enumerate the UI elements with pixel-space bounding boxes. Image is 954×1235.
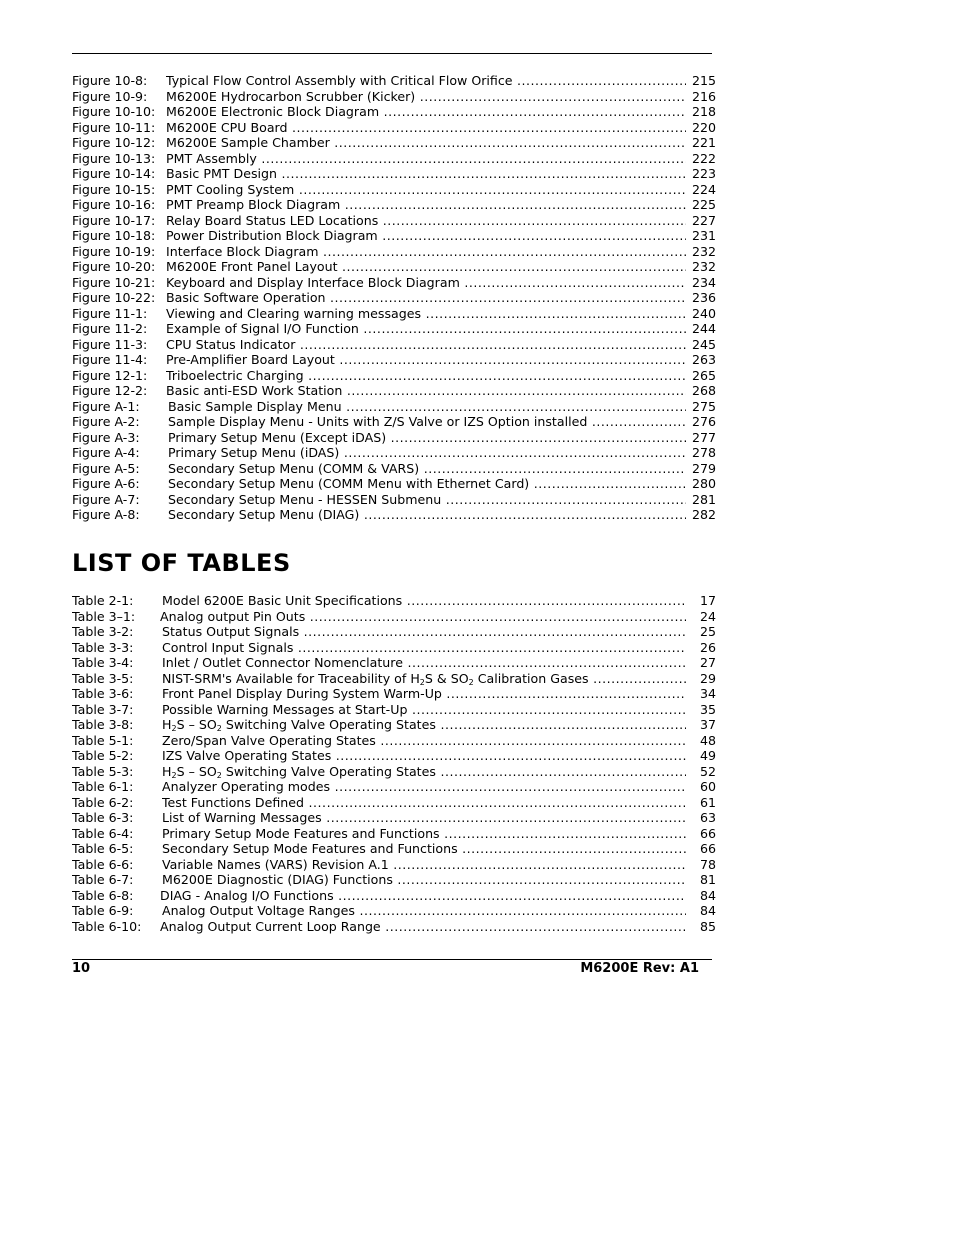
entry-title — [162, 810, 686, 826]
entry-label: Figure A-7: — [72, 491, 140, 507]
entry-title — [166, 228, 686, 244]
table-entry[interactable] — [72, 655, 716, 671]
title-text: Possible Warning Messages at Start-Up — [162, 701, 408, 717]
figure-entry[interactable] — [72, 120, 716, 136]
title-part: Calibration Gases — [473, 670, 589, 686]
figure-entry[interactable] — [72, 197, 716, 213]
entry-label: Table 5-1: — [72, 732, 134, 748]
entry-label: Table 3-7: — [72, 701, 134, 717]
entry-title — [162, 779, 686, 795]
entry-page-number: 232 — [689, 259, 716, 275]
title-part: Switching Valve Operating States — [221, 763, 436, 779]
title-part: S – SO — [176, 717, 217, 732]
title-text: M6200E Sample Chamber — [166, 135, 330, 150]
figure-entry[interactable] — [72, 182, 716, 198]
header-rule — [72, 53, 712, 54]
entry-page-number: 218 — [689, 104, 716, 120]
entry-label: Table 3-3: — [72, 639, 134, 655]
entry-label: Table 6-10: — [72, 918, 142, 934]
entry-title — [166, 244, 686, 260]
entry-page-number: 84 — [697, 888, 716, 904]
title-text: PMT Cooling System — [166, 181, 295, 197]
entry-label: Table 6-8: — [72, 887, 134, 903]
entry-title — [166, 89, 686, 105]
entry-title — [162, 748, 686, 764]
entry-page-number: 276 — [689, 414, 716, 430]
entry-page-number: 280 — [689, 476, 716, 492]
figure-entry[interactable] — [72, 383, 716, 399]
entry-label: Table 3-2: — [72, 624, 134, 639]
table-entry[interactable] — [72, 748, 716, 764]
entry-label: Table 5-2: — [72, 748, 134, 763]
entry-page-number: 224 — [689, 182, 716, 198]
entry-title — [162, 841, 686, 857]
figure-entry[interactable] — [72, 445, 716, 461]
entry-page-number: 52 — [697, 764, 716, 780]
title-text: Primary Setup Menu (Except iDAS) — [168, 429, 387, 445]
title-text: Test Functions Defined — [162, 794, 305, 810]
title-text: Analog Output Current Loop Range — [160, 918, 381, 934]
entry-page-number: 85 — [697, 919, 716, 935]
entry-label: Figure 10-22: — [72, 290, 156, 305]
entry-page-number: 236 — [689, 290, 716, 306]
title-text: M6200E Diagnostic (DIAG) Functions — [162, 872, 393, 887]
entry-title — [166, 259, 686, 275]
entry-title — [166, 337, 686, 353]
entry-title — [166, 73, 686, 89]
figure-entry[interactable] — [72, 228, 716, 244]
entry-page-number: 35 — [697, 702, 716, 718]
table-entry[interactable] — [72, 609, 716, 625]
entry-page-number: 60 — [697, 779, 716, 795]
entry-page-number: 221 — [689, 135, 716, 151]
title-text: Model 6200E Basic Unit Specifications — [162, 593, 403, 608]
entry-title — [166, 275, 686, 291]
table-entry[interactable] — [72, 857, 716, 873]
figure-entry[interactable] — [72, 430, 716, 446]
subscript: 2 — [216, 770, 222, 779]
title-text: PMT Preamp Block Diagram — [166, 197, 341, 212]
table-entry[interactable] — [72, 841, 716, 857]
title-text: Status Output Signals — [162, 624, 300, 639]
title-text: Power Distribution Block Diagram — [166, 228, 378, 243]
figure-entry[interactable] — [72, 213, 716, 229]
entry-title — [162, 624, 686, 640]
entry-title — [168, 507, 686, 523]
list-of-tables-heading: LIST OF TABLES — [72, 549, 291, 577]
entry-page-number: 279 — [689, 461, 716, 477]
entry-title — [166, 368, 686, 384]
figure-entry[interactable] — [72, 337, 716, 353]
entry-title — [162, 903, 686, 919]
entry-page-number: 263 — [689, 352, 716, 368]
title-text: Example of Signal I/O Function — [166, 321, 359, 336]
title-part: S – SO — [176, 763, 217, 779]
table-entry[interactable] — [72, 686, 716, 702]
title-text: Front Panel Display During System Warm-Up — [162, 686, 442, 701]
title-text: Secondary Setup Menu - HESSEN Submenu — [168, 491, 442, 507]
title-text: Sample Display Menu - Units with Z/S Valve or IZS Option installed — [168, 414, 588, 429]
entry-page-number: 244 — [689, 321, 716, 337]
entry-page-number: 25 — [697, 624, 716, 640]
figure-entry[interactable] — [72, 352, 716, 368]
title-part: S & SO — [424, 670, 469, 686]
entry-label: Figure 11-4: — [72, 352, 148, 367]
entry-title — [166, 290, 686, 306]
table-entry[interactable] — [72, 810, 716, 826]
table-entry[interactable] — [72, 624, 716, 640]
title-text: Keyboard and Display Interface Block Diagram — [166, 274, 460, 290]
entry-title — [162, 702, 686, 718]
entry-page-number: 81 — [697, 872, 716, 888]
entry-title — [162, 764, 686, 780]
subscript: 2 — [419, 677, 425, 686]
entry-title — [162, 655, 686, 671]
entry-label: Figure A-3: — [72, 429, 140, 445]
entry-page-number: 49 — [697, 748, 716, 764]
entry-label: Table 3-4: — [72, 655, 134, 670]
entry-title — [162, 872, 686, 888]
entry-title — [166, 120, 686, 136]
entry-title — [168, 492, 686, 508]
entry-label: Figure 10-16: — [72, 197, 156, 212]
entry-page-number: 63 — [697, 810, 716, 826]
entry-title — [166, 197, 686, 213]
footer-page-number: 10 — [72, 961, 91, 976]
entry-title — [166, 182, 686, 198]
footer-rule — [72, 959, 712, 960]
entry-label: Figure A-6: — [72, 476, 140, 491]
table-entry[interactable] — [72, 764, 716, 780]
figure-entry[interactable] — [72, 414, 716, 430]
title-text: Control Input Signals — [162, 639, 294, 655]
entry-title — [166, 166, 686, 182]
entry-title — [162, 733, 686, 749]
figure-entry[interactable] — [72, 399, 716, 415]
entry-label: Table 6-2: — [72, 794, 134, 810]
title-text: M6200E Electronic Block Diagram — [166, 104, 380, 119]
entry-label: Figure 10-15: — [72, 181, 156, 197]
entry-title — [166, 383, 686, 399]
entry-title — [162, 593, 686, 609]
entry-label: Figure 10-17: — [72, 212, 156, 228]
entry-label: Figure 10-8: — [72, 73, 148, 88]
entry-title — [160, 919, 686, 935]
entry-label: Figure 12-2: — [72, 383, 148, 398]
figure-entry[interactable] — [72, 166, 716, 182]
entry-label: Figure 11-2: — [72, 321, 148, 336]
list-of-figures — [72, 73, 716, 523]
entry-title — [166, 306, 686, 322]
figure-entry[interactable] — [72, 275, 716, 291]
entry-page-number: 245 — [689, 337, 716, 353]
title-text: Analog output Pin Outs — [160, 608, 306, 624]
entry-label: Figure A-1: — [72, 398, 140, 414]
entry-label: Figure 11-3: — [72, 336, 148, 352]
title-text: Analog Output Voltage Ranges — [162, 903, 355, 918]
entry-label: Figure 10-14: — [72, 166, 156, 181]
entry-title — [162, 795, 686, 811]
title-text: Secondary Setup Menu (COMM & VARS) — [168, 460, 420, 476]
table-entry[interactable] — [72, 733, 716, 749]
entry-title — [168, 414, 686, 430]
title-part: NIST-SRM's Available for Traceability of H — [162, 670, 420, 686]
title-text: Viewing and Clearing warning messages — [166, 305, 422, 321]
subscript: 2 — [171, 770, 177, 779]
list-of-tables — [72, 593, 716, 934]
title-text: PMT Assembly — [166, 150, 257, 166]
title-text: Basic PMT Design — [166, 166, 277, 181]
title-text: IZS Valve Operating States — [162, 748, 332, 763]
figure-entry[interactable] — [72, 461, 716, 477]
entry-page-number: 281 — [689, 492, 716, 508]
entry-label: Figure 10-13: — [72, 150, 156, 166]
title-text: Primary Setup Menu (iDAS) — [168, 445, 340, 460]
title-text: Zero/Span Valve Operating States — [162, 732, 376, 748]
table-entry[interactable] — [72, 671, 716, 687]
entry-page-number: 26 — [697, 640, 716, 656]
table-entry[interactable] — [72, 593, 716, 609]
entry-label: Figure A-4: — [72, 445, 140, 460]
figure-entry[interactable] — [72, 73, 716, 89]
figure-entry[interactable] — [72, 135, 716, 151]
entry-title — [160, 609, 686, 625]
title-text: Basic Software Operation — [166, 290, 326, 305]
entry-title — [162, 717, 686, 733]
title-text: Relay Board Status LED Locations — [166, 212, 379, 228]
entry-page-number: 216 — [689, 89, 716, 105]
figure-entry[interactable] — [72, 492, 716, 508]
entry-label: Figure 10-21: — [72, 274, 156, 290]
entry-page-number: 37 — [697, 717, 716, 733]
title-text: Typical Flow Control Assembly with Critical Flow Orifice — [166, 73, 513, 88]
entry-page-number: 278 — [689, 445, 716, 461]
entry-page-number: 223 — [689, 166, 716, 182]
entry-title — [166, 135, 686, 151]
footer-doc-revision: M6200E Rev: A1 — [580, 961, 699, 976]
entry-page-number: 227 — [689, 213, 716, 229]
title-text: M6200E Hydrocarbon Scrubber (Kicker) — [166, 88, 416, 104]
entry-page-number: 78 — [697, 857, 716, 873]
entry-page-number: 234 — [689, 275, 716, 291]
entry-label: Table 6-6: — [72, 856, 134, 872]
figure-entry[interactable] — [72, 321, 716, 337]
entry-title — [162, 826, 686, 842]
figure-entry[interactable] — [72, 476, 716, 492]
figure-entry[interactable] — [72, 290, 716, 306]
entry-page-number: 66 — [697, 841, 716, 857]
entry-title — [168, 445, 686, 461]
title-part: H — [162, 763, 172, 779]
entry-page-number: 27 — [697, 655, 716, 671]
figure-entry[interactable] — [72, 89, 716, 105]
entry-title — [168, 476, 686, 492]
figure-entry[interactable] — [72, 507, 716, 523]
figure-entry[interactable] — [72, 306, 716, 322]
title-text: Variable Names (VARS) Revision A.1 — [162, 856, 389, 872]
entry-title — [168, 461, 686, 477]
entry-label: Table 5-3: — [72, 763, 134, 779]
entry-title — [162, 686, 686, 702]
entry-title — [166, 151, 686, 167]
table-entry[interactable] — [72, 919, 716, 935]
table-entry[interactable] — [72, 872, 716, 888]
table-entry[interactable] — [72, 717, 716, 733]
entry-page-number: 265 — [689, 368, 716, 384]
entry-label: Table 2-1: — [72, 593, 134, 608]
entry-label: Figure A-8: — [72, 507, 140, 522]
entry-page-number: 231 — [689, 228, 716, 244]
entry-page-number: 29 — [697, 671, 716, 687]
entry-label: Table 6-1: — [72, 779, 134, 794]
entry-label: Figure A-2: — [72, 414, 140, 429]
entry-label: Table 3-8: — [72, 717, 134, 732]
entry-label: Figure 10-9: — [72, 88, 148, 104]
table-entry[interactable] — [72, 903, 716, 919]
entry-page-number: 61 — [697, 795, 716, 811]
entry-page-number: 24 — [697, 609, 716, 625]
entry-page-number: 220 — [689, 120, 716, 136]
entry-page-number: 84 — [697, 903, 716, 919]
entry-label: Figure 12-1: — [72, 367, 148, 383]
entry-label: Figure 10-20: — [72, 259, 156, 274]
title-text: Secondary Setup Menu (DIAG) — [168, 507, 360, 522]
figure-entry[interactable] — [72, 104, 716, 120]
entry-page-number: 48 — [697, 733, 716, 749]
table-entry[interactable] — [72, 795, 716, 811]
entry-title — [168, 430, 686, 446]
entry-label: Table 6-4: — [72, 825, 134, 841]
entry-label: Figure 10-18: — [72, 228, 156, 243]
entry-label: Table 6-9: — [72, 903, 134, 918]
entry-page-number: 268 — [689, 383, 716, 399]
table-entry[interactable] — [72, 702, 716, 718]
entry-title — [168, 399, 686, 415]
figure-entry[interactable] — [72, 368, 716, 384]
entry-title — [166, 213, 686, 229]
title-text: Basic Sample Display Menu — [168, 398, 342, 414]
entry-label: Figure A-5: — [72, 460, 140, 476]
entry-title — [166, 321, 686, 337]
title-text: CPU Status Indicator — [166, 336, 296, 352]
entry-title — [160, 888, 686, 904]
table-entry[interactable] — [72, 779, 716, 795]
entry-page-number: 240 — [689, 306, 716, 322]
entry-label: Table 6-7: — [72, 872, 134, 887]
entry-page-number: 225 — [689, 197, 716, 213]
entry-label: Table 3-5: — [72, 670, 134, 686]
entry-label: Figure 10-12: — [72, 135, 156, 150]
table-entry[interactable] — [72, 826, 716, 842]
subscript: 2 — [468, 677, 474, 686]
entry-label: Figure 10-10: — [72, 104, 156, 119]
entry-page-number: 222 — [689, 151, 716, 167]
title-text: Analyzer Operating modes — [162, 779, 331, 794]
subscript: 2 — [216, 724, 222, 733]
title-text: M6200E Front Panel Layout — [166, 259, 338, 274]
table-entry[interactable] — [72, 640, 716, 656]
figure-entry[interactable] — [72, 244, 716, 260]
title-text: Secondary Setup Menu (COMM Menu with Ethernet Card) — [168, 476, 530, 491]
entry-page-number: 282 — [689, 507, 716, 523]
table-entry[interactable] — [72, 888, 716, 904]
entry-label: Table 3–1: — [72, 608, 136, 624]
entry-title — [166, 104, 686, 120]
entry-page-number: 34 — [697, 686, 716, 702]
subscript: 2 — [171, 724, 177, 733]
figure-entry[interactable] — [72, 151, 716, 167]
title-text: Primary Setup Mode Features and Functions — [162, 825, 440, 841]
entry-page-number: 275 — [689, 399, 716, 415]
figure-entry[interactable] — [72, 259, 716, 275]
entry-label: Figure 10-11: — [72, 119, 156, 135]
entry-label: Table 3-6: — [72, 686, 134, 701]
title-text: DIAG - Analog I/O Functions — [160, 887, 334, 903]
entry-title — [166, 352, 686, 368]
entry-page-number: 277 — [689, 430, 716, 446]
title-text: Secondary Setup Mode Features and Functions — [162, 841, 458, 856]
entry-page-number: 232 — [689, 244, 716, 260]
title-text: Pre-Amplifier Board Layout — [166, 352, 335, 367]
title-text: Interface Block Diagram — [166, 243, 319, 259]
title-part: Switching Valve Operating States — [221, 717, 436, 732]
entry-title — [162, 640, 686, 656]
title-text: Triboelectric Charging — [166, 367, 304, 383]
title-text: Basic anti-ESD Work Station — [166, 383, 343, 398]
title-text: Inlet / Outlet Connector Nomenclature — [162, 655, 403, 670]
entry-page-number: 17 — [697, 593, 716, 609]
title-text: List of Warning Messages — [162, 810, 322, 825]
entry-page-number: 215 — [689, 73, 716, 89]
entry-label: Figure 10-19: — [72, 243, 156, 259]
entry-label: Figure 11-1: — [72, 305, 148, 321]
entry-page-number: 66 — [697, 826, 716, 842]
entry-title — [162, 671, 686, 687]
entry-label: Table 6-3: — [72, 810, 134, 825]
title-part: H — [162, 717, 172, 732]
entry-label: Table 6-5: — [72, 841, 134, 856]
title-text: M6200E CPU Board — [166, 119, 288, 135]
entry-title — [162, 857, 686, 873]
